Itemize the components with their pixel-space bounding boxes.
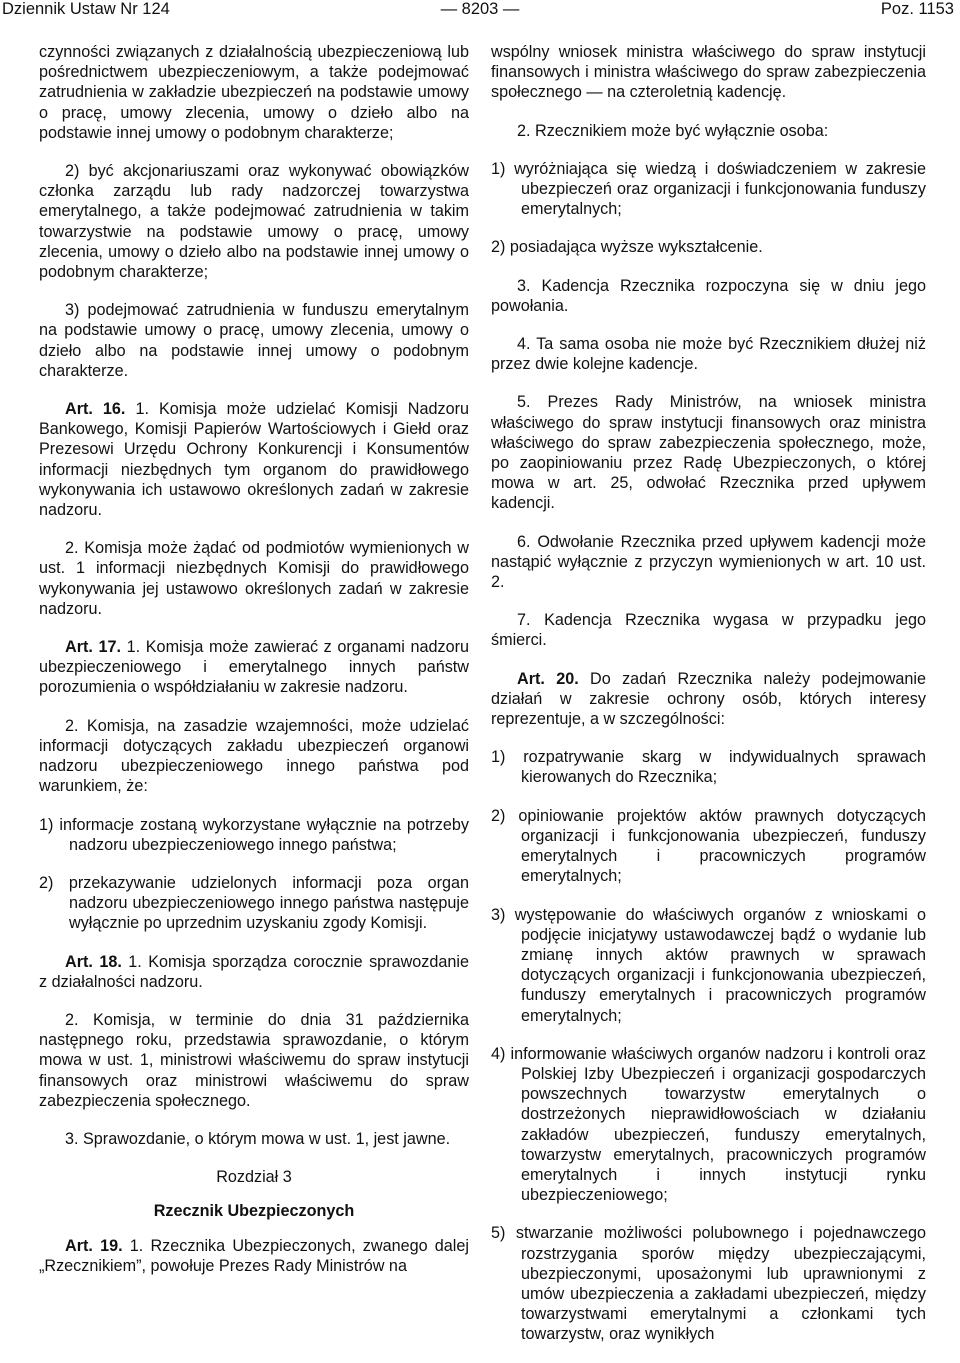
- list-item: 1) wyróżniająca się wiedzą i doświadczeniem w zakresie ubezpieczeń oraz organizacji i funkcjonowania funduszy emerytalnych;: [491, 159, 926, 219]
- paragraph: 4. Ta sama osoba nie może być Rzecznikiem dłużej niż przez dwie kolejne kadencje.: [491, 335, 926, 374]
- position-number: Poz. 1153: [880, 0, 954, 18]
- article-text: 1. Komisja sporządza corocznie sprawozdanie z działalności nadzoru.: [39, 952, 469, 991]
- left-column: [39, 42, 469, 1294]
- paragraph: 2. Komisja, na zasadzie wzajemności, może udzielać informacji dotyczących zakładu ubezpieczeń organowi nadzoru ubezpieczeniowego innego państwa pod warunkiem, że:: [39, 716, 469, 796]
- paragraph: czynności związanych z działalnością ubezpieczeniową lub pośrednictwem ubezpieczeniowym, a także podejmować zatrudnienia w zakładzie ubezpieczeń na podstawie umowy o pracę, umowy zlecenia, umowy o dzieło albo na podstawie innej umowy o podobnym charakterze;: [39, 43, 469, 142]
- list-item: 4) informowanie właściwych organów nadzoru i kontroli oraz Polskiej Izby Ubezpieczeń i organizacji gospodarczych powszechnych towarzystw emerytalnych o dostrzeżonych nieprawidłowościach w działaniu zakładów ubezpieczeń, funduszy emerytalnych, towarzystw emerytalnych, pracowniczych programów emerytalnych i innych instytucji rynku ubezpieczeniowego;: [491, 1044, 926, 1205]
- page-header: [0, 0, 960, 24]
- right-column: [491, 42, 926, 1363]
- page-number: — 8203 —: [440, 0, 520, 18]
- article-label: Art. 19.: [65, 1236, 123, 1255]
- chapter-heading: Rozdział 3: [216, 1168, 292, 1187]
- article-20: [491, 669, 926, 730]
- article-text: 1. Komisja może zawierać z organami nadzoru ubezpieczeniowego i emerytalnego innych państw porozumienia o współdziałaniu w zakresie nadzoru.: [39, 638, 469, 697]
- article-label: Art. 17.: [65, 638, 122, 657]
- article-16: [39, 399, 469, 520]
- paragraph: 2. Rzecznikiem może być wyłącznie osoba:: [517, 121, 829, 140]
- article-label: Art. 20.: [517, 669, 579, 688]
- list-item: 3) występowanie do właściwych organów z wnioskami o podjęcie inicjatywy ustawodawczej bądź o wydanie lub zmianę innych aktów prawnych w sprawach dotyczących organizacji i funkcjonowania ubezpieczeń, funduszy emerytalnych i pracowniczych programów emerytalnych;: [491, 905, 926, 1025]
- paragraph: 3. Sprawozdanie, o którym mowa w ust. 1, jest jawne.: [65, 1129, 451, 1148]
- article-text: Do zadań Rzecznika należy podejmowanie działań w zakresie ochrony osób, których interesy reprezentuje, a w szczególności:: [491, 669, 926, 729]
- article-label: Art. 16.: [65, 400, 126, 419]
- list-item: 5) stwarzanie możliwości polubownego i pojednawczego rozstrzygania sporów między ubezpieczającymi, ubezpieczonymi, uposażonymi lub uprawnionymi z umów ubezpieczenia a zakładami ubezpieczeń, między towarzystwami emerytalnymi a członkami tych towarzystw, oraz wynikłych: [491, 1224, 926, 1344]
- list-item: 2) przekazywanie udzielonych informacji poza organ nadzoru ubezpieczeniowego innego państwa następuje wyłącznie po uprzednim uzyskaniu zgody Komisji.: [39, 873, 469, 933]
- article-19: [39, 1236, 469, 1276]
- list-item: 1) rozpatrywanie skarg w indywidualnych sprawach kierowanych do Rzecznika;: [491, 748, 926, 787]
- paragraph: 3. Kadencja Rzecznika rozpoczyna się w dniu jego powołania.: [491, 276, 926, 315]
- list-item: 3) podejmować zatrudnienia w funduszu emerytalnym na podstawie umowy o pracę, umowy zlecenia, umowy o dzieło albo na podstawie innej umowy o podobnym charakterze.: [39, 301, 469, 380]
- list-item: 1) informacje zostaną wykorzystane wyłącznie na potrzeby nadzoru ubezpieczeniowego innego państwa;: [39, 815, 469, 854]
- paragraph: 2. Komisja, w terminie do dnia 31 października następnego roku, przedstawia sprawozdanie, o którym mowa w ust. 1, ministrowi właściwemu do spraw instytucji finansowych oraz ministrowi właściwemu do spraw zabezpieczenia społecznego.: [39, 1010, 469, 1110]
- article-text: 1. Komisja może udzielać Komisji Nadzoru Bankowego, Komisji Papierów Wartościowych i Giełd oraz Prezesowi Urzędu Ochrony Konkurencji i Konsumentów informacji niezbędnych tym organom do prawidłowego wykonywania ich ustawowo określonych zadań w zakresie nadzoru.: [39, 400, 469, 520]
- paragraph: wspólny wniosek ministra właściwego do spraw instytucji finansowych i ministra właściwego do spraw zabezpieczenia społecznego — na czteroletnią kadencję.: [491, 43, 926, 102]
- list-item: 2) być akcjonariuszami oraz wykonywać obowiązków członka zarządu lub rady nadzorczej towarzystwa emerytalnego, a także podejmować zatrudnienia w takim towarzystwie na podstawie umowy o pracę, umowy zlecenia, umowy o dzieło albo na podstawie innej umowy o podobnym charakterze;: [39, 162, 469, 282]
- paragraph: 2. Komisja może żądać od podmiotów wymienionych w ust. 1 informacji niezbędnych Komisji do prawidłowego wykonywania jej ustawowo określonych zadań w zakresie nadzoru.: [39, 539, 469, 618]
- article-label: Art. 18.: [65, 952, 122, 971]
- paragraph: 6. Odwołanie Rzecznika przed upływem kadencji może nastąpić wyłącznie z przyczyn wymienionych w art. 10 ust. 2.: [491, 532, 926, 592]
- chapter-title: Rzecznik Ubezpieczonych: [153, 1202, 355, 1221]
- article-text: 1. Rzecznika Ubezpieczonych, zwanego dalej „Rzecznikiem”, powołuje Prezes Rady Ministrów na: [39, 1236, 469, 1275]
- journal-title: Dziennik Ustaw Nr 124: [2, 0, 170, 18]
- paragraph: 7. Kadencja Rzecznika wygasa w przypadku jego śmierci.: [491, 611, 926, 650]
- paragraph: 5. Prezes Rady Ministrów, na wniosek ministra właściwego do spraw instytucji finansowych oraz ministra właściwego do spraw zabezpieczenia społecznego, może, po zaopiniowaniu przez Radę Ubezpieczonych, o której mowa w art. 25, odwołać Rzecznika przed upływem kadencji.: [491, 393, 926, 513]
- article-18: [39, 952, 469, 992]
- list-item: 2) posiadająca wyższe wykształcenie.: [491, 238, 763, 257]
- list-item: 2) opiniowanie projektów aktów prawnych dotyczących organizacji i funkcjonowania ubezpieczeń, funduszy emerytalnych i pracowniczych programów emerytalnych;: [491, 806, 926, 886]
- article-17: [39, 637, 469, 698]
